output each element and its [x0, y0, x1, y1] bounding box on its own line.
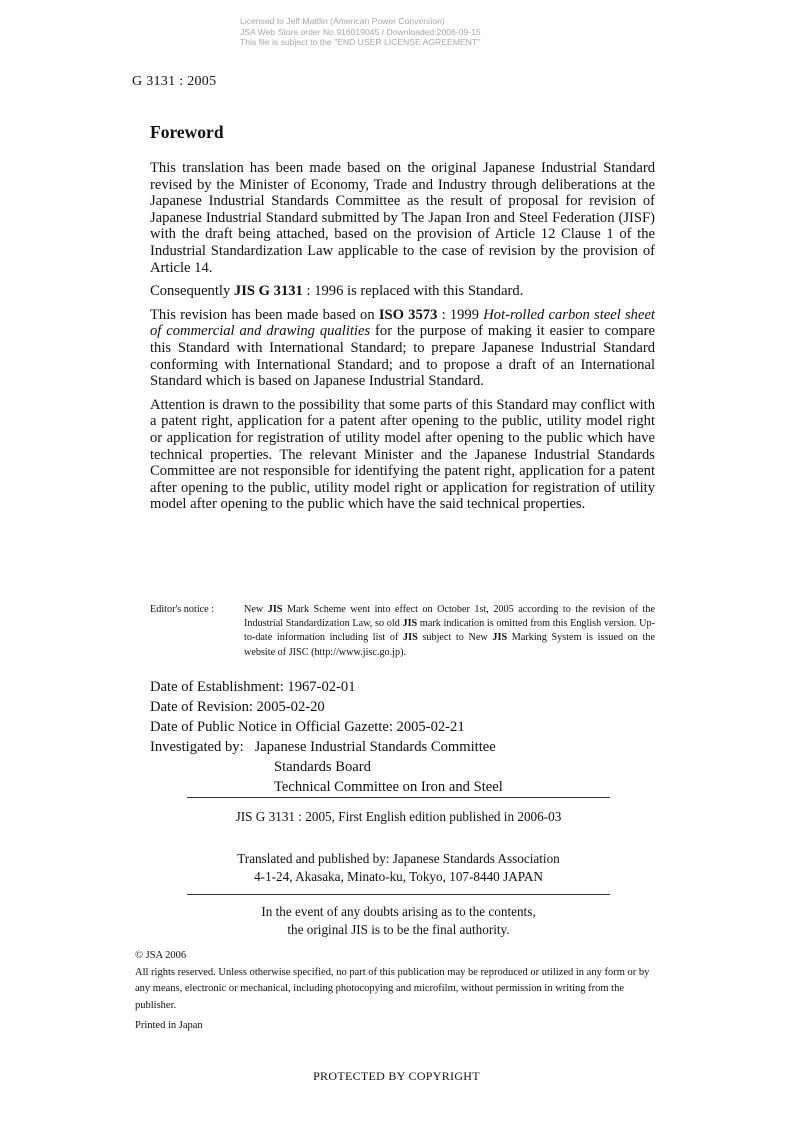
foreword-paragraph-3 — [150, 307, 655, 390]
authority-line-1: In the event of any doubts arising as to the contents, — [261, 904, 536, 919]
foreword-body — [150, 160, 655, 520]
investigated-by-board: Standards Board — [274, 759, 371, 775]
divider-bottom — [187, 894, 610, 895]
notice-jis: JIS — [403, 632, 418, 644]
edition-note: JIS G 3131 : 2005, First English edition published in 2006-03 — [235, 809, 562, 824]
copyright-line: © JSA 2006 — [135, 950, 187, 961]
notice-part: Marking System is issued on the website of JISC (http://www.jisc.go.jp). — [244, 632, 655, 658]
publisher-address: 4-1-24, Akasaka, Minato-ku, Tokyo, 107-8440 JAPAN — [254, 868, 543, 884]
p3-year: : 1999 — [437, 306, 484, 323]
foreword-title: Foreword — [150, 122, 224, 142]
p3-iso-ref: ISO 3573 — [378, 306, 438, 323]
date-of-establishment: Date of Establishment: 1967-02-01 — [150, 679, 356, 695]
license-watermark — [240, 16, 481, 48]
date-block — [150, 677, 503, 797]
authority-line-2: the original JIS is to be the final authority. — [287, 921, 510, 937]
p2-text-end: : 1996 is replaced with this Standard. — [302, 283, 524, 300]
date-of-revision: Date of Revision: 2005-02-20 — [150, 699, 325, 715]
license-line-1: Licensed to Jeff Mattlin (American Power Conversion) — [240, 16, 445, 26]
investigated-by-committee: Japanese Industrial Standards Committee — [254, 739, 496, 755]
copyright-block — [135, 948, 655, 1039]
divider-top — [187, 797, 610, 798]
notice-jis: JIS — [267, 604, 283, 615]
footer-copyright-notice: PROTECTED BY COPYRIGHT — [313, 1069, 480, 1083]
notice-part: New — [244, 604, 268, 615]
p3-text-end: for the purpose of making it easier to compare this Standard with International Standard; to prepare Japanese Industrial Standard conforming with International Standard; and to propose a draft of an International Standard which is based on Japanese Industrial Standard. — [150, 323, 655, 390]
investigated-by — [150, 737, 503, 757]
license-line-3: This file is subject to the "END USER LICENSE AGREEMENT" — [240, 37, 481, 47]
notice-part: subject to New — [417, 632, 493, 644]
authority-note — [187, 903, 610, 938]
p3-text: This revision has been made based on — [150, 306, 379, 323]
editors-notice-label: Editor's notice : — [150, 604, 215, 615]
foreword-paragraph-4: Attention is drawn to the possibility that some parts of this Standard may conflict with a patent right, application for a patent after opening to the public, utility model right or application for registration of utility model after opening to the public which have technical properties. The relevant Minister and the Japanese Industrial Standards Committee are not responsible for identifying the patent right, application for a patent after opening to the public, utility model right or application for registration of utility model after opening to the public which have the said technical properties. — [150, 396, 655, 513]
notice-jis: JIS — [492, 632, 508, 644]
notice-part: Mark Scheme went into effect on October 1st, 2005 according to the revision of the Industrial Standardization Law, so old — [244, 604, 655, 630]
p2-text: Consequently — [150, 283, 234, 300]
editors-notice-text — [244, 603, 655, 660]
investigated-by-label: Investigated by: — [150, 739, 244, 755]
investigated-by-technical-committee: Technical Committee on Iron and Steel — [274, 779, 503, 795]
rights-reserved: All rights reserved. Unless otherwise specified, no part of this publication may be reproduced or utilized in any form or by any means, electronic or mechanical, including photocopying and microfilm, without permission in writing from the publisher. — [135, 966, 650, 1011]
notice-jis: JIS — [402, 618, 418, 630]
publisher-line-1: Translated and published by: Japanese Standards Association — [237, 851, 560, 866]
printed-in: Printed in Japan — [135, 1020, 203, 1031]
p3-iso-title: Hot-rolled carbon steel sheet of commercial and drawing qualities — [150, 306, 655, 340]
foreword-paragraph-1: This translation has been made based on the original Japanese Industrial Standard revised by the Minister of Economy, Trade and Industry through deliberations at the Japanese Industrial Standards Committee as the result of proposal for revision of Japanese Industrial Standard submitted by The Japan Iron and Steel Federation (JISF) with the draft being attached, based on the provision of Article 12 Clause 1 of the Industrial Standardization Law applicable to the case of revision by the provision of Article 14. — [150, 160, 655, 276]
document-id: G 3131 : 2005 — [132, 74, 217, 89]
p2-standard-ref: JIS G 3131 — [233, 283, 303, 300]
date-of-public-notice: Date of Public Notice in Official Gazette: 2005-02-21 — [150, 719, 465, 735]
publisher-block — [187, 850, 610, 885]
notice-part: mark indication is omitted from this English version. Up-to-date information including list of — [244, 618, 655, 644]
editors-notice — [150, 603, 655, 660]
foreword-paragraph-2 — [150, 283, 655, 300]
license-line-2: JSA Web Store order No.916019045 / Downloaded:2006-09-15 — [240, 26, 481, 37]
